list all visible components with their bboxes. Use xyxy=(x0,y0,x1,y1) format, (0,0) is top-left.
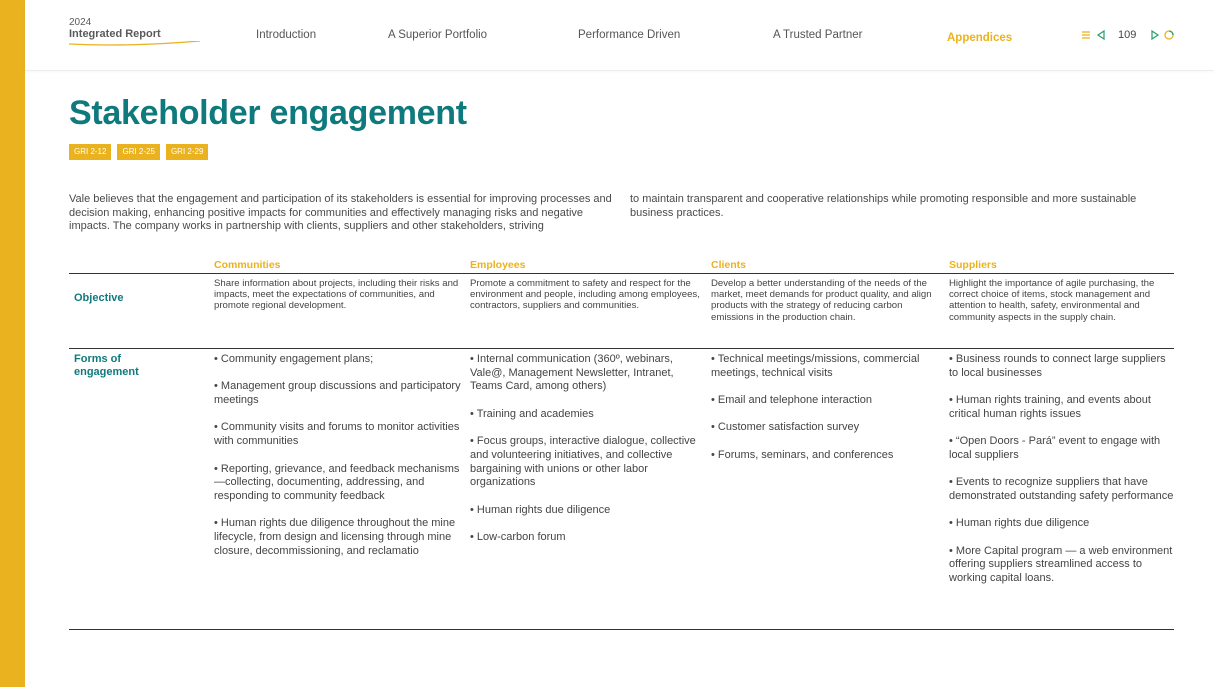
objective-clients: Develop a better understanding of the needs of the market, meet demands for product quality, and align products with the strategy of reducing carbon emissions in the production chain. xyxy=(711,278,932,323)
report-logo[interactable] xyxy=(69,17,161,41)
arrow-right-icon[interactable] xyxy=(1148,28,1162,42)
nav-introduction[interactable]: Introduction xyxy=(256,29,317,41)
report-year: 2024 xyxy=(69,17,92,28)
list-item: • Reporting, grievance, and feedback mechanisms—collecting, documenting, addressing, and responding to community feedback xyxy=(214,462,460,502)
gri-tag[interactable]: GRI 2-29 xyxy=(166,144,208,160)
nav-superior-portfolio[interactable]: A Superior Portfolio xyxy=(388,29,488,41)
pager xyxy=(1080,28,1176,42)
table-rule-bottom xyxy=(69,629,1174,630)
list-item: • Forums, seminars, and conferences xyxy=(711,448,894,461)
page-title: Stakeholder engagement xyxy=(69,94,467,132)
list-item: • Training and academies xyxy=(470,407,594,420)
list-item: • Community visits and forums to monitor activities with communities xyxy=(214,421,460,448)
list-item: • Community engagement plans; xyxy=(214,353,374,365)
report-title: Integrated Report xyxy=(69,28,161,40)
refresh-icon[interactable] xyxy=(1162,28,1176,42)
list-item: • Focus groups, interactive dialogue, collective and volunteering initiatives, and collective bargaining with unions or other labor organizations xyxy=(470,435,696,489)
side-accent-bar xyxy=(0,0,25,687)
list-item: • Low-carbon forum xyxy=(470,531,566,544)
list-item: • More Capital program — a web environment offering suppliers streamlined access to working capital loans. xyxy=(949,544,1173,585)
nav-trusted-partner[interactable]: A Trusted Partner xyxy=(773,29,863,41)
objective-communities: Share information about projects, including their risks and impacts, meet the expectations of communities, and promote regional development. xyxy=(214,278,459,312)
logo-swoosh xyxy=(69,41,201,47)
header xyxy=(25,0,1214,71)
list-item: • Human rights due diligence xyxy=(949,517,1090,530)
list-item: • Internal communication (360º, webinars, Vale@, Management Newsletter, Intranet, Teams Card, among others) xyxy=(470,353,674,393)
gri-tag[interactable]: GRI 2-25 xyxy=(117,144,159,160)
intro-paragraph-2: to maintain transparent and cooperative relationships while promoting responsible and more sustainable business practices. xyxy=(630,193,1137,219)
column-header-suppliers: Suppliers xyxy=(949,259,997,271)
column-header-clients: Clients xyxy=(711,259,747,271)
objective-employees: Promote a commitment to safety and respect for the environment and people, including among employees, contractors, suppliers and communities. xyxy=(470,278,700,312)
objective-suppliers: Highlight the importance of agile purchasing, the correct choice of items, stock management and attention to health, safety, environmental and community aspects in the supply chain. xyxy=(949,278,1155,323)
forms-label: Forms of engagement xyxy=(74,353,139,378)
menu-icon[interactable] xyxy=(1080,28,1094,42)
list-item: • Human rights due diligence xyxy=(470,503,611,516)
forms-employees xyxy=(470,353,705,558)
arrow-left-icon[interactable] xyxy=(1094,28,1108,42)
nav-performance-driven[interactable]: Performance Driven xyxy=(578,29,681,41)
list-item: • “Open Doors - Pará” event to engage with local suppliers xyxy=(949,435,1161,461)
nav-appendices[interactable]: Appendices xyxy=(947,32,1013,44)
list-item: • Events to recognize suppliers that have demonstrated outstanding safety performance xyxy=(949,476,1174,502)
list-item: • Technical meetings/missions, commercial meetings, technical visits xyxy=(711,353,920,379)
list-item: • Human rights due diligence throughout the mine lifecycle, from design and licensing through mine closure, decommissioning, and reclamatio xyxy=(214,517,456,557)
forms-communities xyxy=(214,353,464,572)
forms-suppliers xyxy=(949,353,1174,600)
objective-label: Objective xyxy=(74,292,124,304)
gri-tag[interactable]: GRI 2-12 xyxy=(69,144,111,160)
list-item: • Customer satisfaction survey xyxy=(711,421,860,434)
forms-clients xyxy=(711,353,941,476)
list-item: • Human rights training, and events about critical human rights issues xyxy=(949,394,1151,420)
table-rule-top xyxy=(69,273,1174,274)
table-rule-middle xyxy=(69,348,1174,349)
column-header-employees: Employees xyxy=(470,259,526,271)
list-item: • Management group discussions and participatory meetings xyxy=(214,380,461,407)
page-number: 109 xyxy=(1118,29,1137,41)
intro-paragraph-1: Vale believes that the engagement and participation of its stakeholders is essential for improving processes and decision making, enhancing positive impacts for communities and effectively managing risks and negative impacts. The company works in partnership with clients, suppliers and other stakeholders, striving xyxy=(69,193,612,233)
gri-tags xyxy=(69,144,208,160)
list-item: • Business rounds to connect large suppliers to local businesses xyxy=(949,353,1166,379)
column-header-communities: Communities xyxy=(214,259,281,271)
list-item: • Email and telephone interaction xyxy=(711,394,873,407)
